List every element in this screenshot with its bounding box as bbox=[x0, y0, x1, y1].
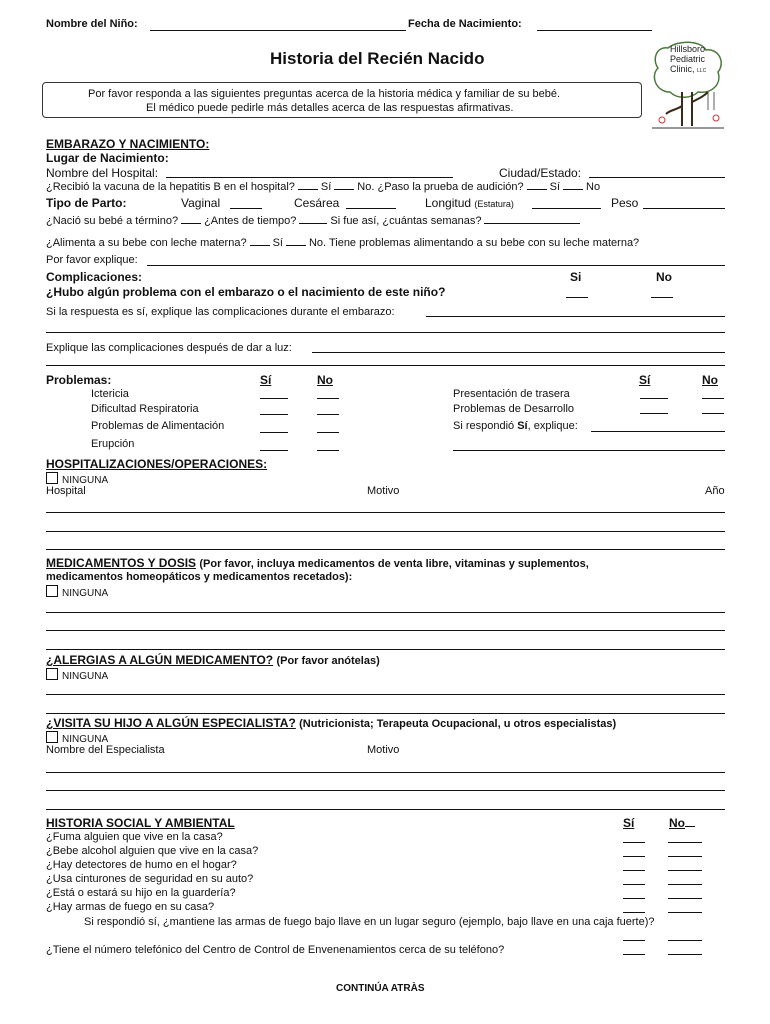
medications-heading: MEDICAMENTOS Y DOSIS bbox=[46, 556, 197, 570]
problems-explain-field-2[interactable] bbox=[453, 450, 725, 451]
problem-item: Erupción bbox=[91, 438, 135, 450]
complications-during-label: Si la respuesta es sí, explique las complicaciones durante el embarazo: bbox=[46, 306, 395, 318]
weight-label: Peso bbox=[611, 196, 639, 210]
problem-item: Problemas de Alimentación bbox=[91, 420, 225, 432]
social-si-field[interactable] bbox=[623, 898, 645, 899]
clinic-logo bbox=[648, 36, 728, 134]
hepb-question bbox=[46, 181, 600, 193]
pregnancy-heading: EMBARAZO Y NACIMIENTO: bbox=[46, 137, 210, 151]
none-label: NINGUNA bbox=[62, 671, 109, 682]
social-si-header: Sí bbox=[623, 816, 635, 830]
specialist-row[interactable] bbox=[46, 809, 725, 810]
breastfeed-problems-label: No. Tiene problemas alimentando a su bebe con su leche materna? bbox=[308, 237, 640, 249]
poison-control-question: ¿Tiene el número telefónico del Centro de Control de Envenenamientos cerca de su teléfono? bbox=[46, 944, 505, 956]
poison-no-field[interactable] bbox=[668, 954, 702, 955]
term-question bbox=[46, 215, 583, 227]
none-checkbox[interactable] bbox=[46, 585, 58, 597]
length-label bbox=[425, 196, 514, 210]
breastfeed-si-field[interactable] bbox=[250, 245, 270, 246]
firearm-no-field[interactable] bbox=[668, 940, 702, 941]
hospitalizations-none[interactable] bbox=[46, 472, 108, 486]
medications-note2: medicamentos homeopáticos y medicamentos recetados): bbox=[46, 571, 353, 583]
complications-heading: Complicaciones: bbox=[46, 270, 143, 284]
child-name-field[interactable] bbox=[150, 30, 406, 31]
none-label: NINGUNA bbox=[62, 588, 109, 599]
none-label: NINGUNA bbox=[62, 734, 109, 745]
medication-row[interactable] bbox=[46, 612, 725, 613]
social-no-field[interactable] bbox=[668, 870, 702, 871]
social-no-field[interactable] bbox=[668, 884, 702, 885]
footer-continue: CONTINÚA ATRÀS bbox=[336, 983, 425, 994]
social-heading: HISTORIA SOCIAL Y AMBIENTAL bbox=[46, 816, 235, 830]
problems-heading: Problemas: bbox=[46, 373, 112, 387]
hepb-label: ¿Recibió la vacuna de la hepatitis B en el hospital? bbox=[46, 181, 295, 193]
none-checkbox[interactable] bbox=[46, 731, 58, 743]
full-term-field[interactable] bbox=[181, 223, 201, 224]
complications-after-label: Explique las complicaciones después de dar a luz: bbox=[46, 342, 292, 354]
medication-row[interactable] bbox=[46, 649, 725, 650]
allergy-row[interactable] bbox=[46, 713, 725, 714]
specialist-note: (Nutricionista; Terapeuta Ocupacional, u otros especialistas) bbox=[299, 718, 617, 730]
complications-si-header: Si bbox=[570, 270, 582, 284]
complications-after-field-2[interactable] bbox=[46, 365, 725, 366]
logo-line2: Pediatric bbox=[670, 54, 706, 64]
early-label: ¿Antes de tiempo? bbox=[204, 215, 297, 227]
col-specialist-reason: Motivo bbox=[367, 744, 400, 756]
none-checkbox[interactable] bbox=[46, 668, 58, 680]
firearm-followup: Si respondió sí, ¿mantiene las armas de fuego bajo llave en un lugar seguro (ejemplo, bajo llave en una caja fuerte)? bbox=[84, 916, 655, 928]
logo-line1: Hillsboro bbox=[670, 44, 706, 54]
problem-si-field[interactable] bbox=[260, 432, 288, 433]
firearm-si-field[interactable] bbox=[623, 940, 645, 941]
weeks-field[interactable] bbox=[484, 223, 580, 224]
problem-no-field[interactable] bbox=[317, 432, 339, 433]
problem-no-field[interactable] bbox=[317, 398, 339, 399]
hearing-si-label: Sí bbox=[549, 181, 561, 193]
hepb-si-field[interactable] bbox=[298, 189, 318, 190]
poison-si-field[interactable] bbox=[623, 954, 645, 955]
problem-no-field[interactable] bbox=[317, 414, 339, 415]
social-question: ¿Hay detectores de humo en el hogar? bbox=[46, 859, 237, 871]
logo-line3: Clinic, bbox=[670, 64, 695, 74]
if-yes-bold: Sí bbox=[517, 420, 528, 432]
medications-none[interactable] bbox=[46, 585, 108, 599]
none-checkbox[interactable] bbox=[46, 472, 58, 484]
problem-right-no-field[interactable] bbox=[702, 413, 724, 414]
dob-label: Fecha de Nacimiento: bbox=[408, 18, 522, 30]
vaginal-field[interactable] bbox=[230, 208, 262, 209]
social-question: ¿Hay armas de fuego en su casa? bbox=[46, 901, 215, 913]
hospitalizations-heading: HOSPITALIZACIONES/OPERACIONES: bbox=[46, 457, 268, 471]
complications-question: ¿Hubo algún problema con el embarazo o el nacimiento de este niño? bbox=[46, 285, 446, 299]
hospitalization-row[interactable] bbox=[46, 549, 725, 550]
social-no-field[interactable] bbox=[668, 842, 702, 843]
allergies-none[interactable] bbox=[46, 668, 108, 682]
hearing-no-field[interactable] bbox=[563, 189, 583, 190]
hospitalization-row[interactable] bbox=[46, 531, 725, 532]
social-question: ¿Usa cinturones de seguridad en su auto? bbox=[46, 873, 254, 885]
complications-during-field-2[interactable] bbox=[46, 332, 725, 333]
specialist-heading: ¿VISITA SU HIJO A ALGÚN ESPECIALISTA? bbox=[46, 716, 296, 730]
social-si-field[interactable] bbox=[623, 842, 645, 843]
breastfeed-no-field[interactable] bbox=[286, 245, 306, 246]
problems-if-yes-label bbox=[453, 420, 578, 432]
allergies-note: (Por favor anótelas) bbox=[276, 655, 380, 667]
full-term-label: ¿Nació su bebé a término? bbox=[46, 215, 179, 227]
problem-right-no-field[interactable] bbox=[702, 398, 724, 399]
hearing-label: ¿Paso la prueba de audición? bbox=[377, 181, 524, 193]
col-reason: Motivo bbox=[367, 485, 400, 497]
specialist-row[interactable] bbox=[46, 790, 725, 791]
allergy-row[interactable] bbox=[46, 694, 725, 695]
social-question: ¿Fuma alguien que vive en la casa? bbox=[46, 831, 223, 843]
delivery-type-label: Tipo de Parto: bbox=[46, 196, 127, 210]
if-yes-pre: Si respondió bbox=[453, 420, 518, 432]
length-field[interactable] bbox=[532, 208, 601, 209]
explain-field[interactable] bbox=[147, 265, 725, 266]
complications-no-field[interactable] bbox=[651, 297, 673, 298]
cesarean-label: Cesárea bbox=[294, 196, 340, 210]
intro-line2: El médico puede pedirle más detalles acerca de las respuestas afirmativas. bbox=[146, 102, 514, 114]
problems-si-header: Sí bbox=[260, 373, 272, 387]
problems-no-header: No bbox=[317, 373, 333, 387]
birthplace-label: Lugar de Nacimiento: bbox=[46, 151, 169, 165]
specialist-row[interactable] bbox=[46, 772, 725, 773]
social-no-text: No bbox=[669, 816, 685, 830]
cesarean-field[interactable] bbox=[346, 208, 396, 209]
hospitalization-row[interactable] bbox=[46, 512, 725, 513]
social-si-field[interactable] bbox=[623, 856, 645, 857]
intro-line1: Por favor responda a las siguientes preguntas acerca de la historia médica y familiar de su bebé. bbox=[88, 88, 561, 100]
logo-suffix: LLC bbox=[697, 68, 707, 74]
problem-item-right: Problemas de Desarrollo bbox=[453, 403, 575, 415]
breastfeed-label: ¿Alimenta a su bebe con leche materna? bbox=[46, 237, 247, 249]
complications-during-field[interactable] bbox=[426, 316, 725, 317]
stature-text: (Estatura) bbox=[474, 199, 514, 209]
col-hospital: Hospital bbox=[46, 485, 86, 497]
none-label: NINGUNA bbox=[62, 475, 109, 486]
complications-after-field[interactable] bbox=[312, 352, 725, 353]
social-no-field[interactable] bbox=[668, 898, 702, 899]
problem-right-si-field[interactable] bbox=[640, 413, 668, 414]
social-question: ¿Está o estará su hijo en la guardería? bbox=[46, 887, 236, 899]
social-no-field[interactable] bbox=[668, 856, 702, 857]
problem-item: Ictericia bbox=[91, 388, 129, 400]
problems-no-header-right: No bbox=[702, 373, 718, 387]
social-no-header bbox=[669, 816, 695, 830]
child-name-label: Nombre del Niño: bbox=[46, 18, 138, 30]
length-text: Longitud bbox=[425, 196, 472, 210]
col-specialist-name: Nombre del Especialista bbox=[46, 744, 165, 756]
city-state-label: Ciudad/Estado: bbox=[499, 166, 582, 180]
hepb-no-label: No. bbox=[357, 181, 375, 193]
breastfeed-question bbox=[46, 237, 639, 249]
problem-right-si-field[interactable] bbox=[640, 398, 668, 399]
social-si-field[interactable] bbox=[623, 870, 645, 871]
hospital-name-label: Nombre del Hospital: bbox=[46, 166, 159, 180]
medications-heading-line bbox=[46, 556, 589, 570]
allergies-heading: ¿ALERGIAS A ALGÚN MEDICAMENTO? bbox=[46, 653, 274, 667]
social-si-field[interactable] bbox=[623, 912, 645, 913]
hearing-no-label: No bbox=[586, 181, 601, 193]
city-state-field[interactable] bbox=[589, 177, 725, 178]
problem-si-field[interactable] bbox=[260, 398, 288, 399]
problem-si-field[interactable] bbox=[260, 414, 288, 415]
hearing-si-field[interactable] bbox=[527, 189, 547, 190]
problem-si-field[interactable] bbox=[260, 450, 288, 451]
vaginal-label: Vaginal bbox=[181, 196, 221, 210]
weeks-label: Si fue así, ¿cuántas semanas? bbox=[330, 215, 482, 227]
hepb-si-label: Sí bbox=[320, 181, 332, 193]
problem-item: Dificultad Respiratoria bbox=[91, 403, 199, 415]
breastfeed-si-label: Sí bbox=[272, 237, 283, 249]
col-year: Año bbox=[705, 485, 725, 497]
specialist-heading-line bbox=[46, 716, 616, 730]
medications-note: (Por favor, incluya medicamentos de venta libre, vitaminas y suplementos, bbox=[199, 558, 589, 570]
if-yes-post: , explique: bbox=[527, 420, 578, 432]
problems-explain-field[interactable] bbox=[591, 431, 725, 432]
explain-label: Por favor explique: bbox=[46, 254, 138, 266]
hospital-name-field[interactable] bbox=[166, 177, 453, 178]
social-si-field[interactable] bbox=[623, 884, 645, 885]
problems-si-header-right: Sí bbox=[639, 373, 651, 387]
page-title: Historia del Recién Nacido bbox=[270, 49, 485, 68]
weight-field[interactable] bbox=[643, 208, 725, 209]
dob-field[interactable] bbox=[537, 30, 652, 31]
allergies-heading-line bbox=[46, 653, 380, 667]
early-field[interactable] bbox=[299, 223, 327, 224]
hepb-no-field[interactable] bbox=[334, 189, 354, 190]
specialist-none[interactable] bbox=[46, 731, 108, 745]
problem-item-right: Presentación de trasera bbox=[453, 388, 570, 400]
social-no-field[interactable] bbox=[668, 912, 702, 913]
complications-no-header: No bbox=[656, 270, 672, 284]
problem-no-field[interactable] bbox=[317, 450, 339, 451]
social-question: ¿Bebe alcohol alguien que vive en la casa? bbox=[46, 845, 259, 857]
complications-si-field[interactable] bbox=[566, 297, 588, 298]
medication-row[interactable] bbox=[46, 630, 725, 631]
